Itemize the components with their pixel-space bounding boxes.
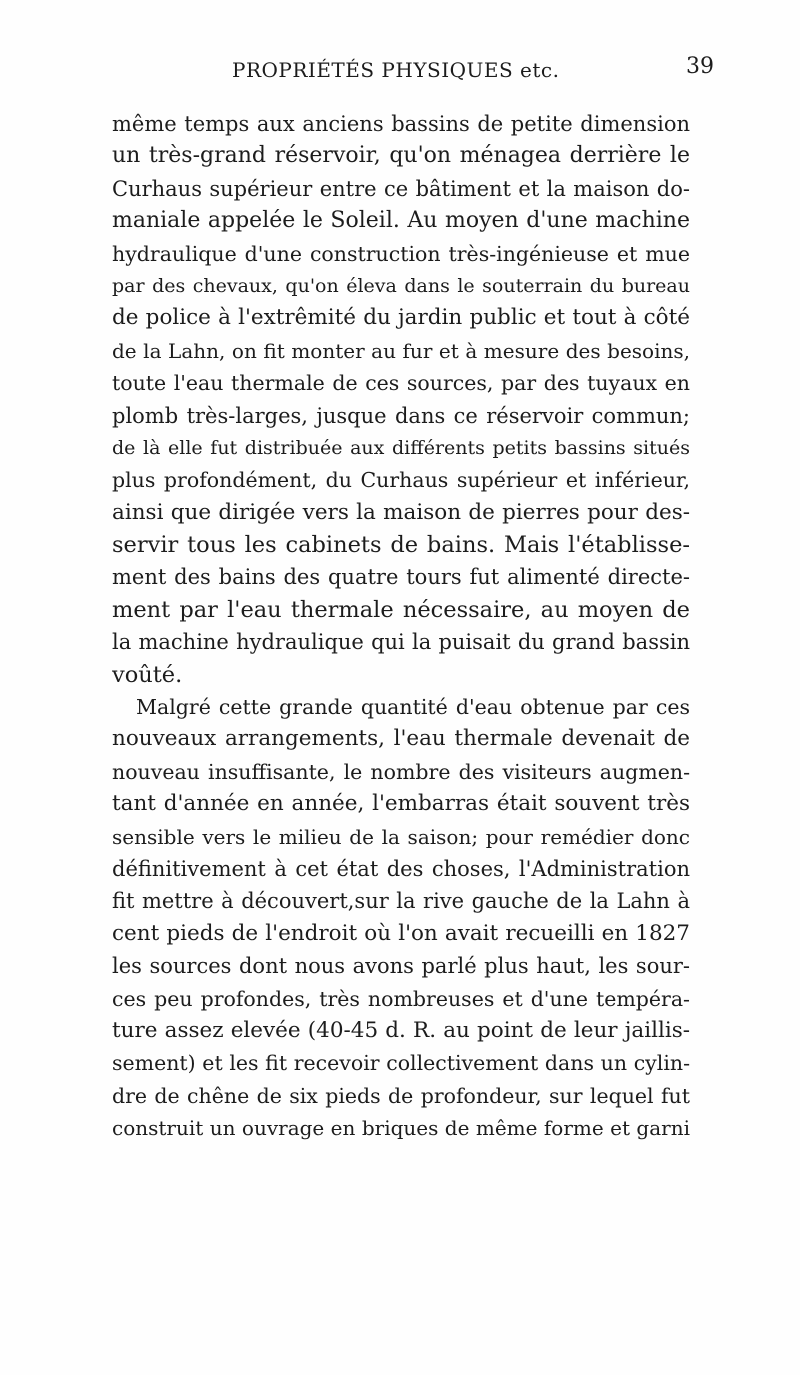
text-line: par des chevaux, qu'on éleva dans le souterrain du bureau [112, 274, 690, 297]
text-line: sensible vers le milieu de la saison; pour remédier donc [112, 824, 690, 849]
text-line: définitivement à cet état des choses, l'Administration [112, 856, 690, 881]
body-text [112, 108, 690, 1145]
text-line: ainsi que dirigée vers la maison de pierres pour des- [112, 499, 690, 525]
text-line: plus profondément, du Curhaus supérieur et inférieur, [112, 468, 690, 493]
text-line: nouveaux arrangements, l'eau thermale devenait de [112, 726, 690, 752]
text-line: ture assez elevée (40-45 d. R. au point de leur jaillis- [112, 1017, 690, 1043]
text-line: fit mettre à découvert,sur la rive gauche de la Lahn à [112, 889, 690, 914]
text-line: construit un ouvrage en briques de même forme et garni [112, 1116, 690, 1141]
text-line: ment par l'eau thermale nécessaire, au moyen de [112, 596, 690, 623]
text-line: maniale appelée le Soleil. Au moyen d'une machine [112, 208, 690, 234]
text-line: tant d'année en année, l'embarras était souvent très [112, 791, 690, 817]
text-line: nouveau insuffisante, le nombre des visiteurs augmen- [112, 759, 690, 784]
text-line: plomb très-larges, jusque dans ce réservoir commun; [112, 403, 690, 428]
text-line: dre de chêne de six pieds de profondeur, sur lequel fut [112, 1083, 690, 1108]
running-title: PROPRIÉTÉS PHYSIQUES etc. [232, 58, 560, 82]
text-line: la machine hydraulique qui la puisait du grand bassin [112, 630, 690, 655]
text-line: de la Lahn, on fit monter au fur et à mesure des besoins, [112, 338, 690, 363]
text-line: sement) et les fit recevoir collectivement dans un cylin- [112, 1051, 690, 1076]
text-line: de là elle fut distribuée aux différents petits bassins situés [112, 436, 690, 459]
text-line: les sources dont nous avons parlé plus haut, les sour- [112, 954, 690, 979]
paragraph-start-line: Malgré cette grande quantité d'eau obtenue par ces [136, 695, 690, 720]
text-line: cent pieds de l'endroit où l'on avait recueilli en 1827 [112, 920, 690, 946]
text-line: Curhaus supérieur entre ce bâtiment et la maison do- [112, 176, 690, 201]
page-number: 39 [686, 54, 714, 79]
text-line: même temps aux anciens bassins de petite dimension [112, 112, 690, 136]
text-line: ces peu profondes, très nombreuses et d'une tempéra- [112, 986, 690, 1011]
paragraph-end-line: voûté. [112, 661, 183, 688]
text-line: de police à l'extrêmité du jardin public et tout à côté [112, 305, 690, 331]
text-line: hydraulique d'une construction très-ingénieuse et mue [112, 241, 690, 266]
page-header [0, 48, 800, 88]
text-line: un très-grand réservoir, qu'on ménagea derrière le [112, 143, 690, 169]
text-line: toute l'eau thermale de ces sources, par des tuyaux en [112, 371, 690, 396]
text-line: servir tous les cabinets de bains. Mais l'établisse- [112, 532, 690, 559]
text-line: ment des bains des quatre tours fut alimenté directe- [112, 565, 690, 590]
